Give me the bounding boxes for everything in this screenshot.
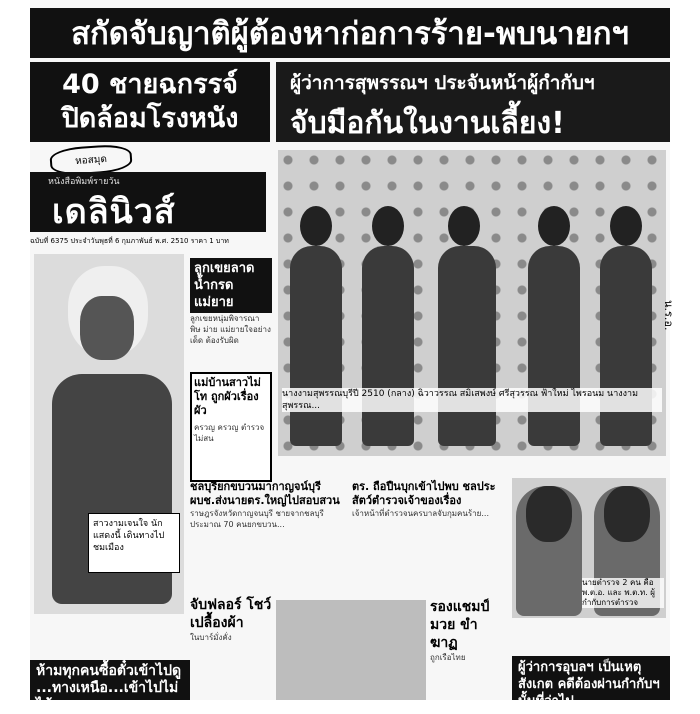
photo-officers — [512, 478, 666, 618]
story-chonburi-body: ราษฎรจังหวัดกาญจนบุรี ชายจากชลบุรีประมาณ 70 คนยกขบวน... — [190, 509, 324, 529]
story-police — [352, 480, 508, 595]
column-story-1-head: ลูกเขยลาด น้ำกรดแม่ยาย — [190, 258, 272, 313]
figure-queen — [438, 246, 496, 446]
headline-box-left — [30, 62, 270, 142]
photo-beauty-queens — [278, 150, 666, 456]
face-shape — [80, 296, 134, 360]
bottom-left-headline: ห้ามทุกคนซื้อตั๋วเข้าไปดู ...ทางเหนือ...เข้าไปไม่ได้ — [30, 660, 190, 700]
story-boxer — [430, 598, 510, 698]
figure-woman-4 — [528, 246, 580, 446]
headline-box-right — [276, 62, 670, 142]
story-chonburi-head: ชลบุรียกขบวนมากาญจน์บุรี ผบช.ส่งนายตร.ใหญ่ไปสอบสวน — [190, 480, 340, 507]
masthead-name: เดลินิวส์ — [52, 192, 176, 232]
issue-line: ฉบับที่ 6375 ประจำวันพุธที่ 6 กุมภาพันธ์ พ.ศ. 2510 ราคา 1 บาท — [30, 236, 229, 245]
masthead — [30, 172, 266, 232]
column-story-2-body: ครวญ ครวญ ตำรวจไม่สน — [194, 423, 265, 443]
photo-caption: นางงามสุพรรณบุรีปี 2510 (กลาง) ฉิวาวรรณ สมิเสพงษ์ ศรีสุวรรณ ฟ้าใหม่ ไพรอนม นางงามสุพรรณ... — [282, 388, 662, 412]
headline-box-left-line2: ปิดล้อมโรงหนัง — [61, 103, 239, 134]
bottom-right-headline: ผู้ว่าการอุบลฯ เป็นเหตุสังเกต คดีต้องผ่านกำกับฯ นั้นที่ว่าไป — [512, 656, 670, 700]
column-story-1 — [190, 258, 272, 358]
top-headline-bar — [30, 8, 670, 58]
figure-woman-2 — [362, 246, 414, 446]
column-story-1-body: ลูกเขยหนุ่มพิจารณา พิษ ม่าย แม่ยายใจอย่างเด็ด ต้องรับผิด — [190, 314, 271, 345]
story-chonburi — [190, 480, 346, 595]
figure-officer-1 — [516, 486, 582, 616]
story-boxer-head: รองแชมป์มวย ขำ ฆาฏ — [430, 599, 490, 651]
headline-box-right-line1: ผู้ว่าการสุพรรณฯ ประจันหน้าผู้กำกับฯ — [290, 72, 595, 94]
story-police-head: ตร. ถือปืนบุกเข้าไปพบ ชลประสัตว์ตำรวจเจ้าของเรื่อง — [352, 480, 496, 507]
figure-woman-5 — [600, 246, 652, 446]
photo-bottom-group — [276, 600, 426, 700]
actress-caption: สาวงามเจนใจ นักแสดงนี้ เดินทางไปชมเมือง — [88, 513, 180, 573]
headline-box-right-line2: จับมือกันในงานเลี้ยง! — [290, 106, 565, 141]
story-floorshow-head: จับฟลอร์ โชว์ เปลื้องผ้า — [190, 597, 272, 631]
masthead-sub: หนังสือพิมพ์รายวัน — [48, 177, 120, 187]
library-stamp: หอสมุด — [49, 143, 133, 177]
top-headline: สกัดจับญาติผู้ต้องหาก่อการร้าย-พบนายกฯ — [71, 16, 629, 52]
headline-box-left-line1: 40 ชายฉกรรจ์ — [62, 69, 238, 100]
figure-woman-1 — [290, 246, 342, 446]
story-floorshow — [190, 596, 272, 646]
side-mark: น.ร.อ. — [662, 300, 675, 331]
story-boxer-sub: ถูกเรือไทย — [430, 653, 466, 662]
column-story-2-head: แม่บ้านสาวไม่โท ถูกผัวเรื่องผัว — [194, 376, 261, 417]
story-floorshow-sub: ในบาร์มั่งคั่ง — [190, 633, 232, 642]
officers-caption: นายตำรวจ 2 คน คือ พ.ต.อ. และ พ.ต.ท. ผู้กำกับการตำรวจ — [582, 578, 664, 608]
story-police-body: เจ้าหน้าที่ตำรวจนครบาลจับกุมคนร้าย... — [352, 509, 489, 518]
column-story-2 — [190, 372, 272, 482]
